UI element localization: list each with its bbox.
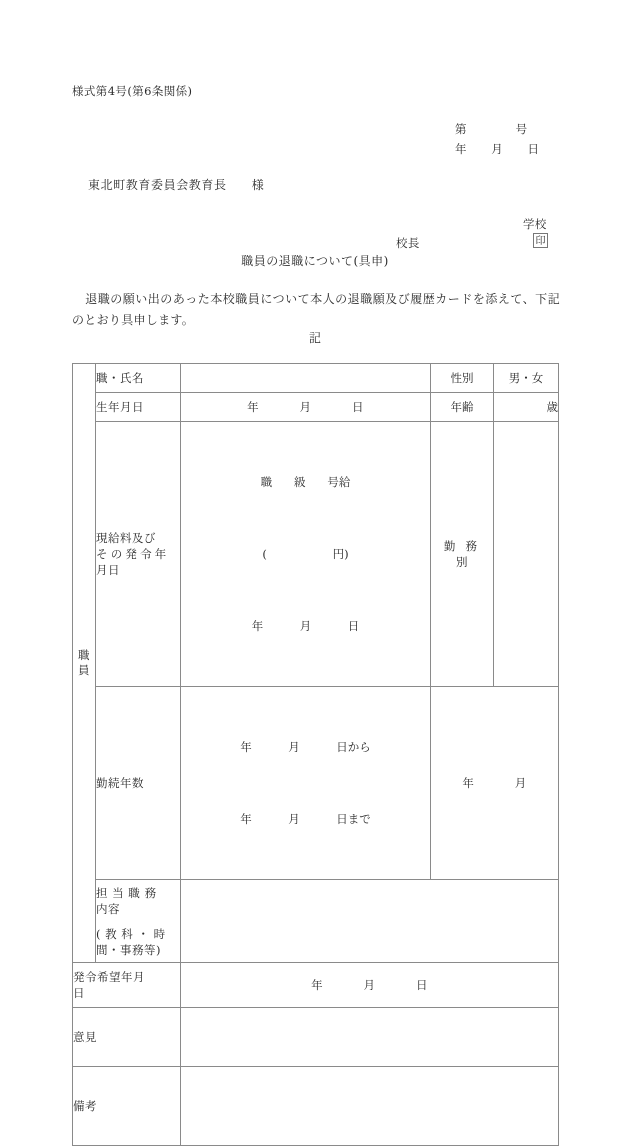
label-current-salary-line-1: 現給料及び <box>96 531 156 545</box>
value-remarks[interactable] <box>181 1067 559 1146</box>
body-paragraph-text: 退職の願い出のあった本校職員について本人の退職願及び履歴カードを添えて、下記のとおり具申します。 <box>72 292 560 327</box>
value-service-period[interactable] <box>181 687 431 880</box>
label-service-years: 勤続年数 <box>96 687 181 880</box>
table-row-service-years <box>73 687 559 880</box>
addressee-line: 東北町教育委員会教育長 様 <box>88 178 265 192</box>
value-duties[interactable] <box>181 880 559 963</box>
value-gender[interactable]: 男・女 <box>494 364 559 393</box>
label-current-salary-line-2: その発令年 <box>96 547 170 561</box>
label-duties-line-2: 内容 <box>96 901 120 916</box>
label-duties-spacer <box>96 917 180 926</box>
label-duties-sub-line-2: 間・事務等) <box>96 942 161 957</box>
value-salary-grade-line: 職 級 号給 <box>260 475 351 489</box>
body-paragraph <box>72 289 560 331</box>
value-duty-type[interactable] <box>494 422 559 687</box>
principal-label: 校長 <box>396 236 420 250</box>
label-current-salary-line-3: 月日 <box>96 563 120 577</box>
document-title: 職員の退職について(具申) <box>241 254 389 268</box>
table-row-name <box>73 364 559 393</box>
value-salary-date-line: 年 月 日 <box>251 619 360 633</box>
label-duties-sub-line-1: ( 教 科 ・ 時 <box>96 926 166 941</box>
value-opinion[interactable] <box>181 1008 559 1067</box>
label-duties <box>96 880 181 963</box>
document-date-line: 年 月 日 <box>455 142 540 156</box>
value-age[interactable]: 歳 <box>494 393 559 422</box>
document-number-line: 第 号 <box>455 122 528 136</box>
table-row-birthdate <box>73 393 559 422</box>
value-current-salary[interactable] <box>181 422 431 687</box>
group-label-char-2: 員 <box>78 663 90 677</box>
school-label: 学校 <box>523 217 547 231</box>
label-duty-type-line-1: 勤 務 <box>443 539 481 553</box>
value-salary-amount-line: ( 円) <box>262 547 349 561</box>
group-label-char-1: 職 <box>78 648 90 662</box>
value-service-from: 年 月 日から <box>240 740 371 754</box>
document-number-and-date <box>455 119 539 159</box>
table-row-desired-date <box>73 963 559 1008</box>
label-birthdate: 生年月日 <box>96 393 181 422</box>
label-duty-type-line-2: 別 <box>456 555 468 569</box>
value-desired-date[interactable]: 年 月 日 <box>181 963 559 1008</box>
label-age: 年齢 <box>431 393 494 422</box>
label-desired-date-line-2: 日 <box>73 986 85 1000</box>
value-service-total[interactable]: 年 月 <box>431 687 559 880</box>
label-duties-line-1: 担 当 職 務 <box>96 885 157 900</box>
value-name[interactable] <box>181 364 431 393</box>
table-row-opinion <box>73 1008 559 1067</box>
value-service-to: 年 月 日まで <box>240 812 371 826</box>
label-duty-type <box>431 422 494 687</box>
form-number: 様式第4号(第6条関係) <box>72 84 193 98</box>
label-remarks: 備考 <box>73 1067 181 1146</box>
label-opinion: 意見 <box>73 1008 181 1067</box>
label-name: 職・氏名 <box>96 364 181 393</box>
value-birthdate[interactable]: 年 月 日 <box>181 393 431 422</box>
table-row-remarks <box>73 1067 559 1146</box>
label-desired-date-line-1: 発令希望年月 <box>73 970 145 984</box>
table-row-salary <box>73 422 559 687</box>
label-current-salary <box>96 422 181 687</box>
label-gender: 性別 <box>431 364 494 393</box>
employee-retirement-table <box>72 363 559 1146</box>
group-label-employee <box>73 364 96 963</box>
seal-stamp-box: 印 <box>533 233 548 248</box>
ki-marker: 記 <box>308 331 321 345</box>
label-desired-date <box>73 963 181 1008</box>
table-row-duties <box>73 880 559 963</box>
